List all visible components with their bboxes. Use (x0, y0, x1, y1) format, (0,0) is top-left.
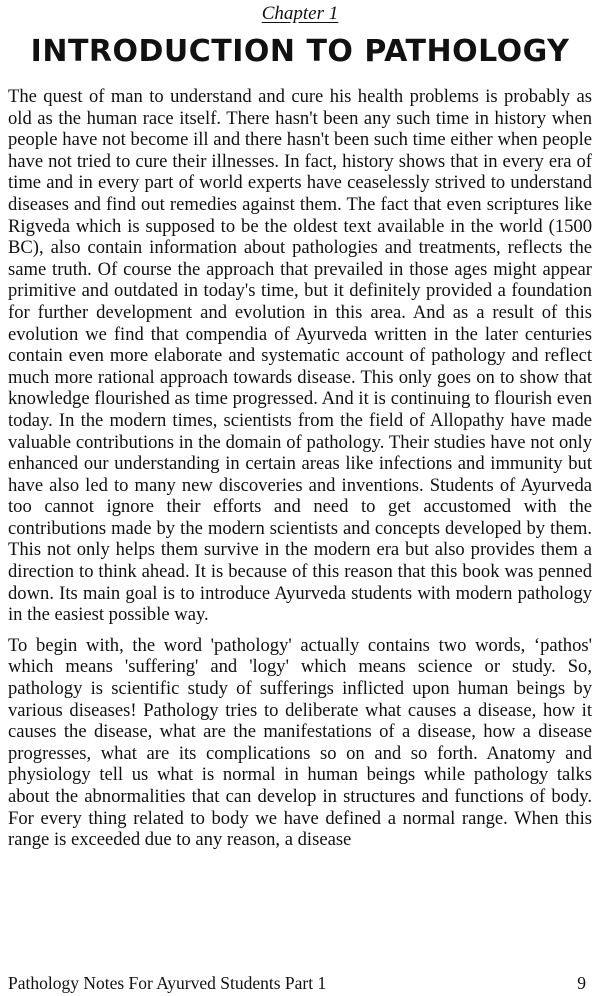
chapter-label: Chapter 1 (261, 3, 339, 24)
footer-book-title: Pathology Notes For Ayurved Students Part 1 (8, 973, 327, 993)
paragraph-1: The quest of man to understand and cure his health problems is probably as old as the human race itself. There hasn't been any such time in history when people have not become ill and there hasn't been such time either when people have not tried to cure their illnesses. In fact, history shows that in every era of time and in every part of world experts have ceaselessly strived to understand diseases and find out remedies against them. The fact that even scriptures like Rigveda which is supposed to be the oldest text available in the world (1500 BC), also contain information about pathologies and treatments, reflects the same truth. Of course the approach that prevailed in those ages might appear primitive and outdated in today's time, but it definitely provided a foundation for further development and evolution in this area. And as a result of this evolution we find that compendia of Ayurveda written in the later centuries contain even more elaborate and systematic account of pathology and reflect much more rational approach towards disease. This only goes on to show that knowledge flourished as time progressed. And it is continuing to flourish even today. In the modern times, scientists from the field of Allopathy have made valuable contributions in the domain of pathology. Their studies have not only enhanced our understanding in certain areas like infections and immunity but have also led to many new discoveries and inventions. Students of Ayurveda too cannot ignore their efforts and need to get accustomed with the contributions made by the modern scientists and concepts developed by them. This not only helps them survive in the modern era but also provides them a direction to think ahead. It is because of this reason that this book was penned down. Its main goal is to introduce Ayurveda students with modern pathology in the easiest possible way. (8, 86, 592, 626)
page-number: 9 (577, 973, 586, 993)
chapter-title: INTRODUCTION TO PATHOLOGY (30, 34, 570, 69)
page-footer (8, 970, 592, 994)
body-text (8, 86, 592, 851)
paragraph-2: To begin with, the word 'pathology' actually contains two words, ‘pathos' which means 'suffering' and 'logy' which means science or study. So, pathology is scientific study of sufferings inflicted upon human beings by various diseases! Pathology tries to deliberate what causes a disease, how it causes the disease, what are the manifestations of a disease, how a disease progresses, what are its complications so on and so forth. Anatomy and physiology tell us what is normal in human beings while pathology talks about the abnormalities that can develop in structures and functions of body. For every thing related to body we have defined a normal range. When this range is exceeded due to any reason, a disease (8, 634, 592, 851)
